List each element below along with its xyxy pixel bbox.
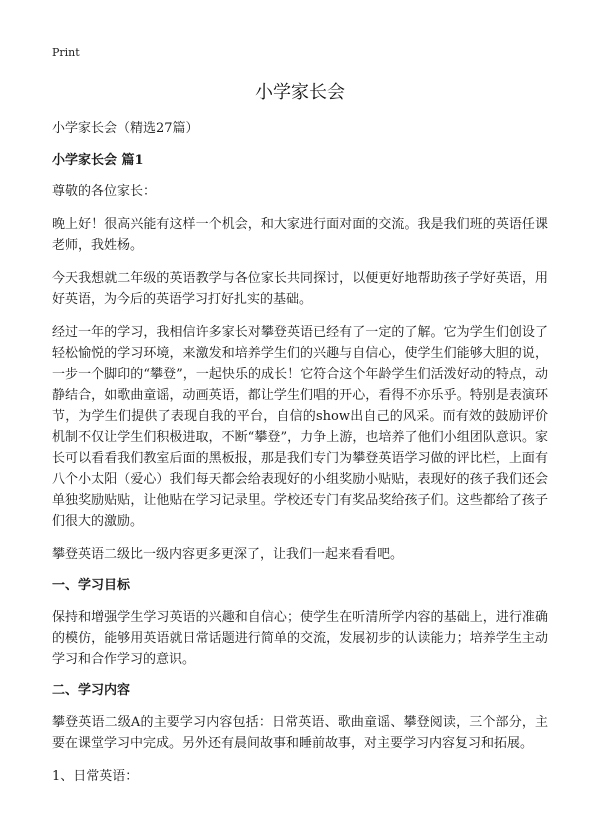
paragraph-greeting: 尊敬的各位家长： — [52, 184, 157, 199]
paragraph-transition: 攀登英语二级比一级内容更多更深了，让我们一起来看看吧。 — [52, 547, 404, 562]
list-item: 1、日常英语： — [52, 769, 139, 784]
paragraph-purpose: 今天我想就二年级的英语教学与各位家长共同探讨，以便更好地帮助孩子学好英语，用好英语，为今后的英语学习打好扎实的基础。 — [52, 271, 548, 307]
paragraph-intro: 晚上好！很高兴能有这样一个机会，和大家进行面对面的交流。我是我们班的英语任课老师，我姓杨。 — [52, 217, 548, 253]
heading-content: 二、学习内容 — [52, 683, 131, 698]
paragraph-goals: 保持和增强学生学习英语的兴趣和自信心；使学生在听清所学内容的基础上，进行准确的模仿，能够用英语就日常话题进行简单的交流，发展初步的认读能力；培养学生主动学习和合作学习的意识。 — [52, 610, 548, 667]
document-body — [52, 120, 548, 799]
paragraph-content: 攀登英语二级A的主要学习内容包括：日常英语、歌曲童谣、攀登阅读，三个部分，主要在课堂学习中完成。另外还有晨间故事和睡前故事，对主要学习内容复习和拓展。 — [52, 715, 548, 751]
paragraph-review: 经过一年的学习，我相信许多家长对攀登英语已经有了一定的了解。它为学生们创设了轻松愉悦的学习环境，来激发和培养学生们的兴趣与自信心，使学生们能够大胆的说，一步一个脚印的“攀登”，一起快乐的成长！它符合这个年龄学生们活泼好动的特点，动静结合，如歌曲童谣，动画英语，都让学生们唱的开心，看得不亦乐乎。特别是表演环节，为学生们提供了表现自我的平台，自信的show出自己的风采。而有效的鼓励评价机制不仅让学生们积极进取，不断“攀登”，力争上游，也培养了他们小组团队意识。家长可以看看我们教室后面的黑板报，那是我们专门为攀登英语学习做的评比栏，上面有八个小太阳（爱心）我们每天都会给表现好的小组奖励小贴贴，表现好的孩子我们还会单独奖励贴贴，让他贴在学习记录里。学校还专门有奖品奖给孩子们。这些都给了孩子们很大的激励。 — [52, 325, 548, 529]
document-subtitle: 小学家长会（精选27篇） — [52, 121, 199, 136]
heading-goals: 一、学习目标 — [52, 578, 131, 593]
section-heading: 小学家长会 篇1 — [52, 153, 144, 168]
print-label[interactable]: Print — [52, 46, 80, 59]
page-title: 小学家长会 — [255, 82, 345, 103]
